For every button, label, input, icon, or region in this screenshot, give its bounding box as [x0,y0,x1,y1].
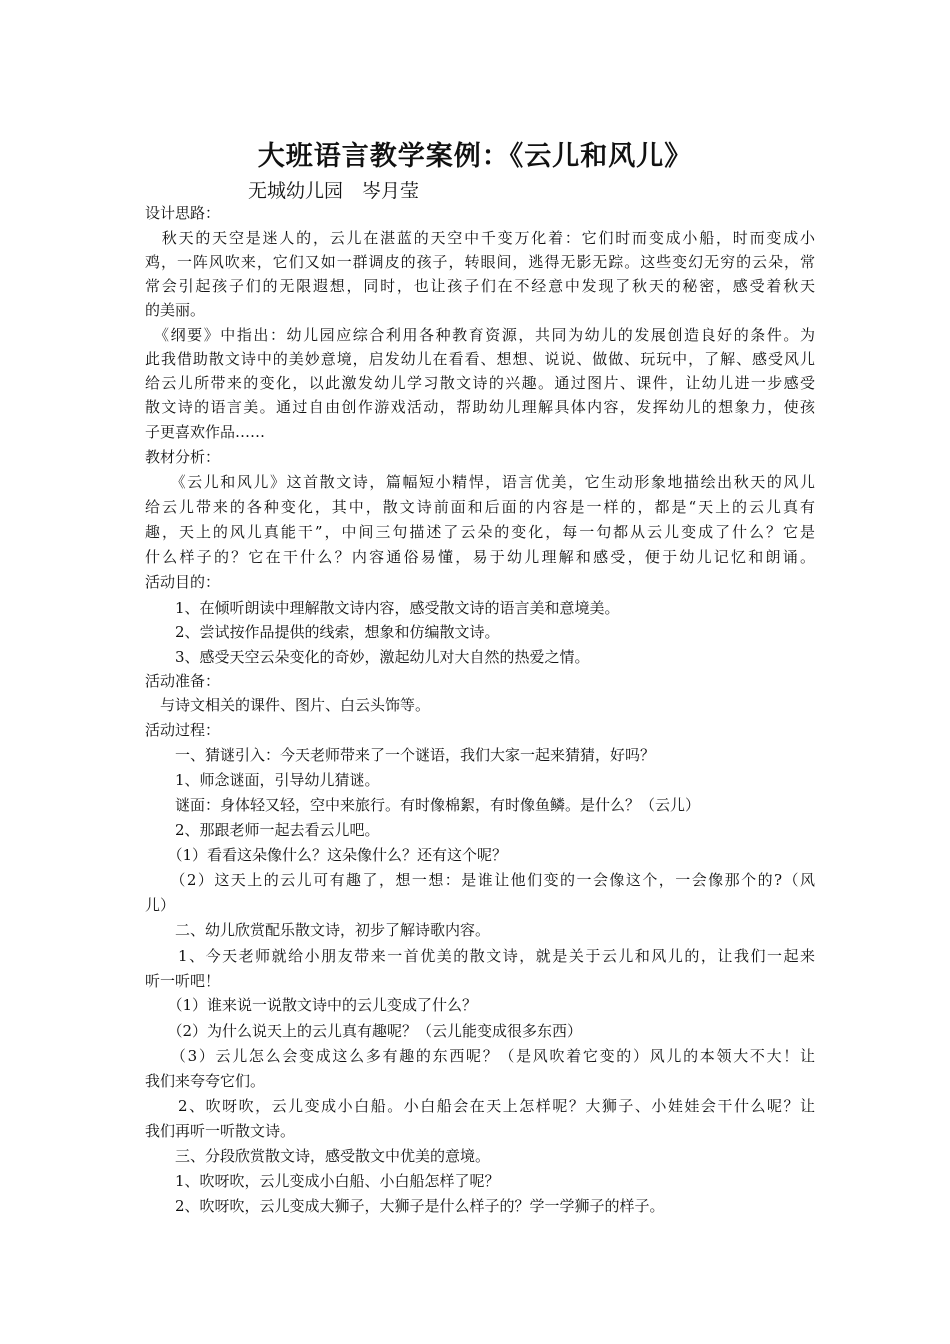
body-line: 2、吹呀吹，云儿变成大狮子，大狮子是什么样子的？学一学狮子的样子。 [145,1197,665,1215]
body-line: 儿） [145,896,176,914]
body-line: 活动准备： [145,672,221,690]
body-line: 我们来夸夸它们。 [145,1072,266,1090]
body-line: 教材分析： [145,448,221,466]
body-line: 秋天的天空是迷人的，云儿在湛蓝的天空中千变万化着：它们时而变成小船，时而变成小 [145,229,815,247]
body-line: 《纲要》中指出：幼儿园应综合利用各种教育资源，共同为幼儿的发展创造良好的条件。为 [145,326,815,344]
body-line: 二、幼儿欣赏配乐散文诗，初步了解诗歌内容。 [145,921,491,939]
body-line: 2、吹呀吹，云儿变成小白船。小白船会在天上怎样呢？大狮子、小娃娃会干什么呢？让 [145,1097,815,1115]
body-line: 给云儿带来的各种变化，其中，散文诗前面和后面的内容是一样的，都是“天上的云儿真有 [145,498,815,516]
body-line: 1、吹呀吹，云儿变成小白船、小白船怎样了呢？ [145,1172,500,1190]
body-line: 谜面：身体轻又轻，空中来旅行。有时像棉絮，有时像鱼鳞。是什么？（云儿） [145,796,701,814]
body-line: 设计思路： [145,204,221,222]
document-title: 大班语言教学案例：《云儿和风儿》 [257,141,693,172]
body-line: （1）看看这朵像什么？这朵像什么？还有这个呢？ [145,846,508,864]
body-line: 的美丽。 [145,301,206,319]
body-line: （2）这天上的云儿可有趣了，想一想：是谁让他们变的一会像这个，一会像那个的?（风 [145,871,815,889]
body-line: 1、师念谜面，引导幼儿猜谜。 [145,771,380,789]
body-line: 常会引起孩子们的无限遐想，同时，也让孩子们在不经意中发现了秋天的秘密，感受着秋天 [145,277,815,295]
body-line: 我们再听一听散文诗。 [145,1122,296,1140]
body-line: （2）为什么说天上的云儿真有趣呢？（云儿能变成很多东西） [145,1022,583,1040]
body-line: 2、尝试按作品提供的线索，想象和仿编散文诗。 [145,623,500,641]
body-line: 子更喜欢作品…… [145,423,266,441]
body-line: 什么样子的？它在干什么？内容通俗易懂，易于幼儿理解和感受，便于幼儿记忆和朗诵。 [145,548,815,566]
body-line: 活动目的： [145,573,221,591]
body-line: 趣，天上的风儿真能干”，中间三句描述了云朵的变化，每一句都从云儿变成了什么？它是 [145,523,815,541]
body-line: （3）云儿怎么会变成这么多有趣的东西呢？（是风吹着它变的）风儿的本领大不大！让 [145,1047,815,1065]
body-line: 1、在倾听朗读中理解散文诗内容，感受散文诗的语言美和意境美。 [145,599,620,617]
body-line: 此我借助散文诗中的美妙意境，启发幼儿在看看、想想、说说、做做、玩玩中，了解、感受风儿 [145,350,815,368]
body-line: 活动过程： [145,721,221,739]
body-line: 3、感受天空云朵变化的奇妙，激起幼儿对大自然的热爱之情。 [145,648,590,666]
body-line: 一、猜谜引入：今天老师带来了一个谜语，我们大家一起来猜猜，好吗？ [145,746,656,764]
body-line: 散文诗的语言美。通过自由创作游戏活动，帮助幼儿理解具体内容，发挥幼儿的想象力，使孩 [145,398,815,416]
body-line: （1）谁来说一说散文诗中的云儿变成了什么？ [145,996,478,1014]
body-line: 给云儿所带来的变化，以此激发幼儿学习散文诗的兴趣。通过图片、课件，让幼儿进一步感受 [145,374,815,392]
body-line: 听一听吧！ [145,972,221,990]
body-line: 鸡，一阵风吹来，它们又如一群调皮的孩子，转眼间，逃得无影无踪。这些变幻无穷的云朵，常 [145,253,815,271]
body-line: 《云儿和风儿》这首散文诗，篇幅短小精悍，语言优美，它生动形象地描绘出秋天的风儿 [145,473,815,491]
document-author: 无城幼儿园 岑月莹 [248,180,420,202]
body-line: 1、今天老师就给小朋友带来一首优美的散文诗，就是关于云儿和风儿的，让我们一起来 [145,947,815,965]
body-line: 与诗文相关的课件、图片、白云头饰等。 [145,696,431,714]
body-line: 三、分段欣赏散文诗，感受散文中优美的意境。 [145,1147,491,1165]
body-line: 2、那跟老师一起去看云儿吧。 [145,821,380,839]
